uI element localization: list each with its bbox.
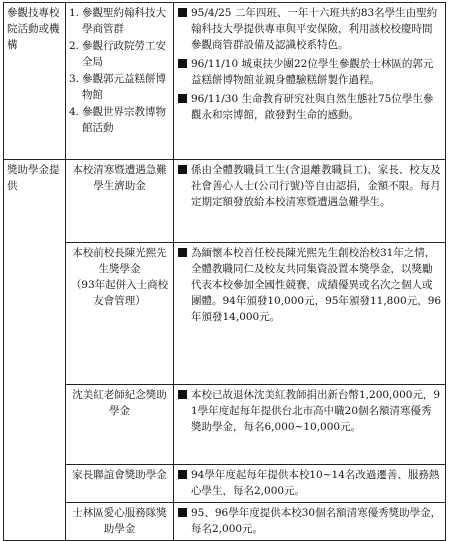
list-item: 95、96學年度提供本校30個名額清寒優秀獎助學金，每名2,000元。 xyxy=(177,505,442,537)
category-label: 參觀技專校院活動或機構 xyxy=(7,7,60,51)
scholarship-name-cell xyxy=(66,385,174,465)
category-cell xyxy=(4,3,66,160)
category-cell xyxy=(4,160,66,541)
category-label: 獎助學金提供 xyxy=(7,164,60,192)
list-item: 2. 參觀行政院勞工安全局 xyxy=(69,40,166,68)
description-cell xyxy=(174,243,446,385)
scholarship-name-cell xyxy=(66,160,174,243)
list-item: 1. 參觀聖約翰科技大學商管群 xyxy=(69,7,166,35)
table-row xyxy=(4,465,446,503)
description-cell xyxy=(174,3,446,160)
scholarship-name: 本校清寒暨遭遇急難學生濟助金 xyxy=(72,164,167,192)
table-row xyxy=(4,385,446,465)
table-row xyxy=(4,503,446,541)
bullet-list xyxy=(177,505,442,537)
description-cell xyxy=(174,160,446,243)
scholarship-name: 本校前校長陳光熙先生獎學金 xyxy=(72,247,167,275)
list-item: 係由全體教職員工生(含退離教職員工)、家長、校友及社會善心人士(公司行號)等自由認捐，金額不限。每月定期定額發放給本校清寒暨遭遇急難學生。 xyxy=(177,162,442,210)
table-row xyxy=(4,243,446,385)
list-item: 本校已故退休沈美紅教師捐出新台幣1,200,000元，91學年度起每年提供台北市高中職20個名額清寒優秀獎助學金，每名6,000~10,000元。 xyxy=(177,387,442,435)
scholarship-name: 家長聯誼會獎助學金 xyxy=(72,469,167,481)
bullet-list xyxy=(177,467,442,499)
square-bullet-icon xyxy=(177,505,191,537)
square-bullet-icon xyxy=(177,162,191,210)
activity-list-cell xyxy=(66,3,174,160)
scholarship-name-cell xyxy=(66,243,174,385)
list-item: 96/11/10 城東扶少團22位學生參觀於士林區的郭元益糕餅博物館並親身體驗糕餅製作過程。 xyxy=(177,56,442,88)
scholarship-note: （93年起併入士商校友會管理） xyxy=(70,279,169,307)
square-bullet-icon xyxy=(177,387,191,435)
numbered-list xyxy=(69,5,170,136)
activities-table xyxy=(3,2,446,541)
square-bullet-icon xyxy=(177,467,191,499)
bullet-list xyxy=(177,245,442,325)
square-bullet-icon xyxy=(177,245,191,325)
bullet-list xyxy=(177,5,442,123)
description-cell xyxy=(174,465,446,503)
scholarship-name-cell xyxy=(66,503,174,541)
table-row xyxy=(4,160,446,243)
square-bullet-icon xyxy=(177,91,191,123)
square-bullet-icon xyxy=(177,56,191,88)
bullet-list xyxy=(177,387,442,435)
list-item: 為緬懷本校首任校長陳光熙先生創校治校31年之情，全體教職同仁及校友共同集資設置本獎學金，以獎勵代表本校參加全國性競賽，成績優異或名次之個人或團體。94年頒發10,000元，95年頒發11,800元，96年頒發14,000元。 xyxy=(177,245,442,325)
list-item: 96/11/30 生命教育研究社與自然生態社75位學生參觀永和宗博館，啟發對生命的感動。 xyxy=(177,91,442,123)
list-item: 95/4/25 二年四班、一年十六班共約83名學生由聖約翰科技大學提供專車與平安保險，利用該校校慶時間參觀商管群設備及認識校系特色。 xyxy=(177,5,442,53)
list-item: 4. 參觀世界宗教博物館活動 xyxy=(69,106,166,134)
scholarship-name: 士林區愛心服務隊獎助學金 xyxy=(72,507,167,535)
description-cell xyxy=(174,503,446,541)
bullet-list xyxy=(177,162,442,210)
description-cell xyxy=(174,385,446,465)
scholarship-name: 沈美紅老師紀念獎助學金 xyxy=(72,389,167,417)
table-row xyxy=(4,3,446,160)
square-bullet-icon xyxy=(177,5,191,53)
scholarship-name-cell xyxy=(66,465,174,503)
list-item: 3. 參觀郭元益糕餅博物館 xyxy=(69,73,166,101)
list-item: 94學年度起每年提供本校10~14名改過遷善、服務熱心學生，每名2,000元。 xyxy=(177,467,442,499)
